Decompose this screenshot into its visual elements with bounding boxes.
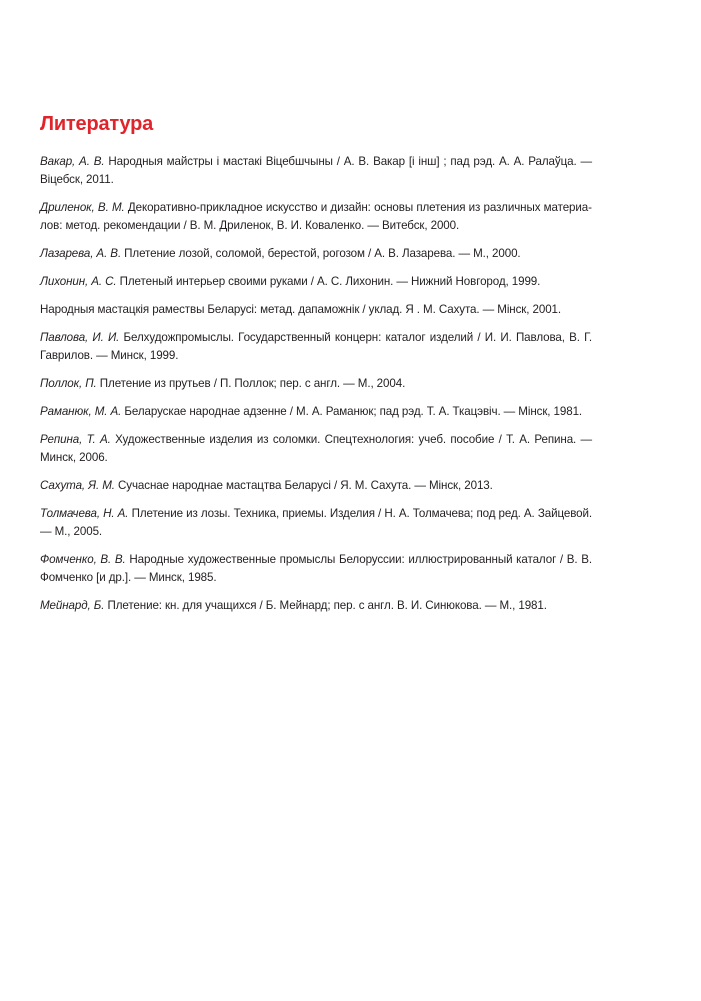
reference-item: [40, 273, 592, 291]
reference-author: Репина, Т. А.: [40, 433, 111, 446]
reference-item: [40, 403, 592, 421]
reference-text: Художественные изделия из соломки. Спецтехнология: учеб. пособие / Т. А. Репина. — Минск, 2006.: [40, 433, 592, 464]
reference-author: Лихонин, А. С.: [40, 275, 117, 288]
reference-author: Дриленок, В. М.: [40, 201, 125, 214]
reference-item: [40, 301, 592, 319]
reference-text: Сучаснае народнае мастацтва Беларусі / Я. М. Сахута. — Мінск, 2013.: [114, 479, 493, 492]
reference-text: Беларускае народнае адзенне / М. А. Раманюк; пад рэд. Т. А. Ткацэвіч. — Мінск, 1981.: [121, 405, 583, 418]
reference-author: Мейнард, Б.: [40, 599, 105, 612]
reference-text: Плетение из прутьев / П. Поллок; пер. с англ. — М., 2004.: [96, 377, 406, 390]
reference-item: [40, 597, 592, 615]
reference-author: Вакар, А. В.: [40, 155, 105, 168]
reference-item: [40, 375, 592, 393]
reference-item: [40, 199, 592, 235]
page-title: Литература: [40, 113, 154, 135]
reference-text: Плетение: кн. для учащихся / Б. Мейнард; пер. с англ. В. И. Синюкова. — М., 1981.: [104, 599, 547, 612]
reference-author: Фомченко, В. В.: [40, 553, 126, 566]
reference-author: Сахута, Я. М.: [40, 479, 115, 492]
reference-text: Плетеный интерьер своими руками / А. С. Лихонин. — Нижний Новгород, 1999.: [116, 275, 541, 288]
reference-author: Павлова, И. И.: [40, 331, 120, 344]
reference-text: Декоративно-прикладное искусство и дизайн: основы плетения из различных материалов: метод. рекомендации / В. М. Дриленок, В. И. Коваленко. — Витебск, 2000.: [40, 201, 592, 232]
reference-item: [40, 245, 592, 263]
reference-item: [40, 431, 592, 467]
reference-author: Лазарева, А. В.: [40, 247, 122, 260]
reference-text: Народные художественные промыслы Белоруссии: иллюстрированный каталог / В. В. Фомченко [и др.]. — Минск, 1985.: [40, 553, 592, 584]
reference-item: [40, 551, 592, 587]
reference-author: Толмачева, Н. А.: [40, 507, 129, 520]
reference-text: Плетение из лозы. Техника, приемы. Изделия / Н. А. Толмачева; под ред. А. Зайцевой. — М., 2005.: [40, 507, 592, 538]
reference-text: Народныя мастацкія рамествы Беларусі: метад. дапаможнік / уклад. Я . М. Сахута. — Мінск, 2001.: [40, 303, 562, 316]
reference-item: [40, 329, 592, 365]
reference-text: Народныя майстры і мастакі Віцебшчыны / А. В. Вакар [і інш] ; пад рэд. А. А. Ралаўца. — Віцебск, 2011.: [40, 155, 592, 186]
reference-author: Раманюк, М. А.: [40, 405, 122, 418]
reference-author: Поллок, П.: [40, 377, 97, 390]
reference-list: [40, 153, 592, 625]
reference-text: Плетение лозой, соломой, берестой, рогозом / А. В. Лазарева. — М., 2000.: [121, 247, 521, 260]
reference-text: Белхудожпромыслы. Государственный концерн: каталог изделий / И. И. Павлова, В. Г. Гаврилов. — Минск, 1999.: [40, 331, 592, 362]
reference-item: [40, 505, 592, 541]
reference-item: [40, 477, 592, 495]
reference-item: [40, 153, 592, 189]
